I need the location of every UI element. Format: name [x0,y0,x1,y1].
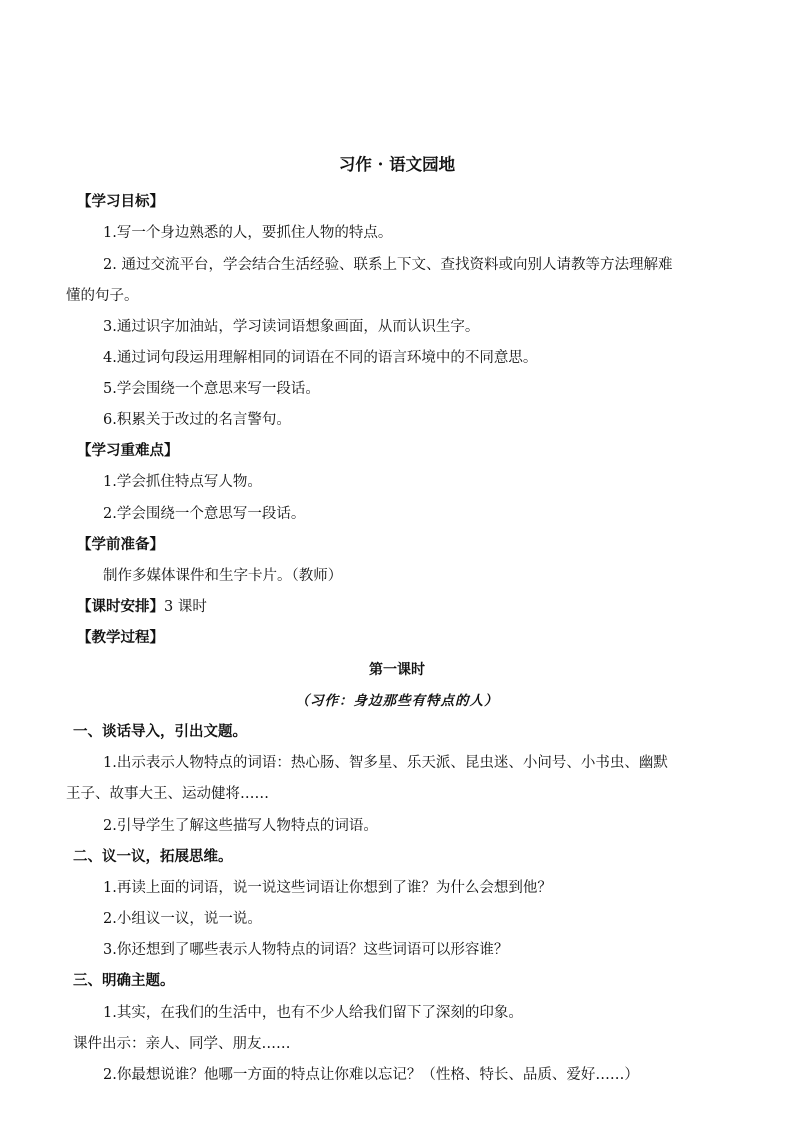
section-heading-schedule: 【课时安排】 [77,598,164,615]
step1-item: 2.引导学生了解这些描写人物特点的词语。 [103,818,378,834]
lesson-subtitle: （习作：身边那些有特点的人） [295,693,499,709]
key-point-item: 2.学会围绕一个意思写一段话。 [103,506,306,522]
step3-courseware-line: 课件出示：亲人、同学、朋友…… [73,1036,291,1052]
page-title: 习作 · 语文园地 [338,155,456,174]
step3-item: 2.你最想说谁？他哪一方面的特点让你难以忘记？（性格、特长、品质、爱好……） [103,1067,639,1083]
key-point-item: 1.学会抓住特点写人物。 [103,474,262,490]
goal-item: 3.通过识字加油站，学习读词语想象画面，从而认识生字。 [103,319,480,335]
section-heading-key-points: 【学习重难点】 [77,442,179,459]
step1-item: 1.出示表示人物特点的词语：热心肠、智多星、乐天派、昆虫迷、小问号、小书虫、幽默 [103,755,668,771]
step1-heading: 一、谈话导入，引出文题。 [73,723,247,740]
step2-heading: 二、议一议，拓展思维。 [73,848,233,865]
section-heading-process: 【教学过程】 [77,629,164,646]
step1-item-continuation: 王子、故事大王、运动健将…… [66,786,269,802]
goal-item: 2. 通过交流平台，学会结合生活经验、联系上下文、查找资料或向别人请教等方法理解难 [103,257,673,273]
goal-item-continuation: 懂的句子。 [66,288,139,304]
section-heading-goals: 【学习目标】 [77,193,164,210]
goal-item: 4.通过词句段运用理解相同的词语在不同的语言环境中的不同意思。 [103,350,538,366]
lesson-title: 第一课时 [369,662,425,678]
step2-item: 3.你还想到了哪些表示人物特点的词语？这些词语可以形容谁？ [103,942,509,958]
preparation-text: 制作多媒体课件和生字卡片。（教师） [103,568,343,584]
schedule-value: 3 课时 [164,599,207,615]
step3-heading: 三、明确主题。 [73,972,175,989]
section-heading-preparation: 【学前准备】 [77,536,164,553]
step2-item: 1.再读上面的词语，说一说这些词语让你想到了谁？为什么会想到他？ [103,880,552,896]
step2-item: 2.小组议一议，说一说。 [103,911,262,927]
goal-item: 6.积累关于改过的名言警句。 [103,412,291,428]
step3-item: 1.其实，在我们的生活中，也有不少人给我们留下了深刻的印象。 [103,1005,523,1021]
goal-item: 1.写一个身边熟悉的人，要抓住人物的特点。 [103,225,393,241]
goal-item: 5.学会围绕一个意思来写一段话。 [103,381,320,397]
schedule-row [77,597,207,617]
